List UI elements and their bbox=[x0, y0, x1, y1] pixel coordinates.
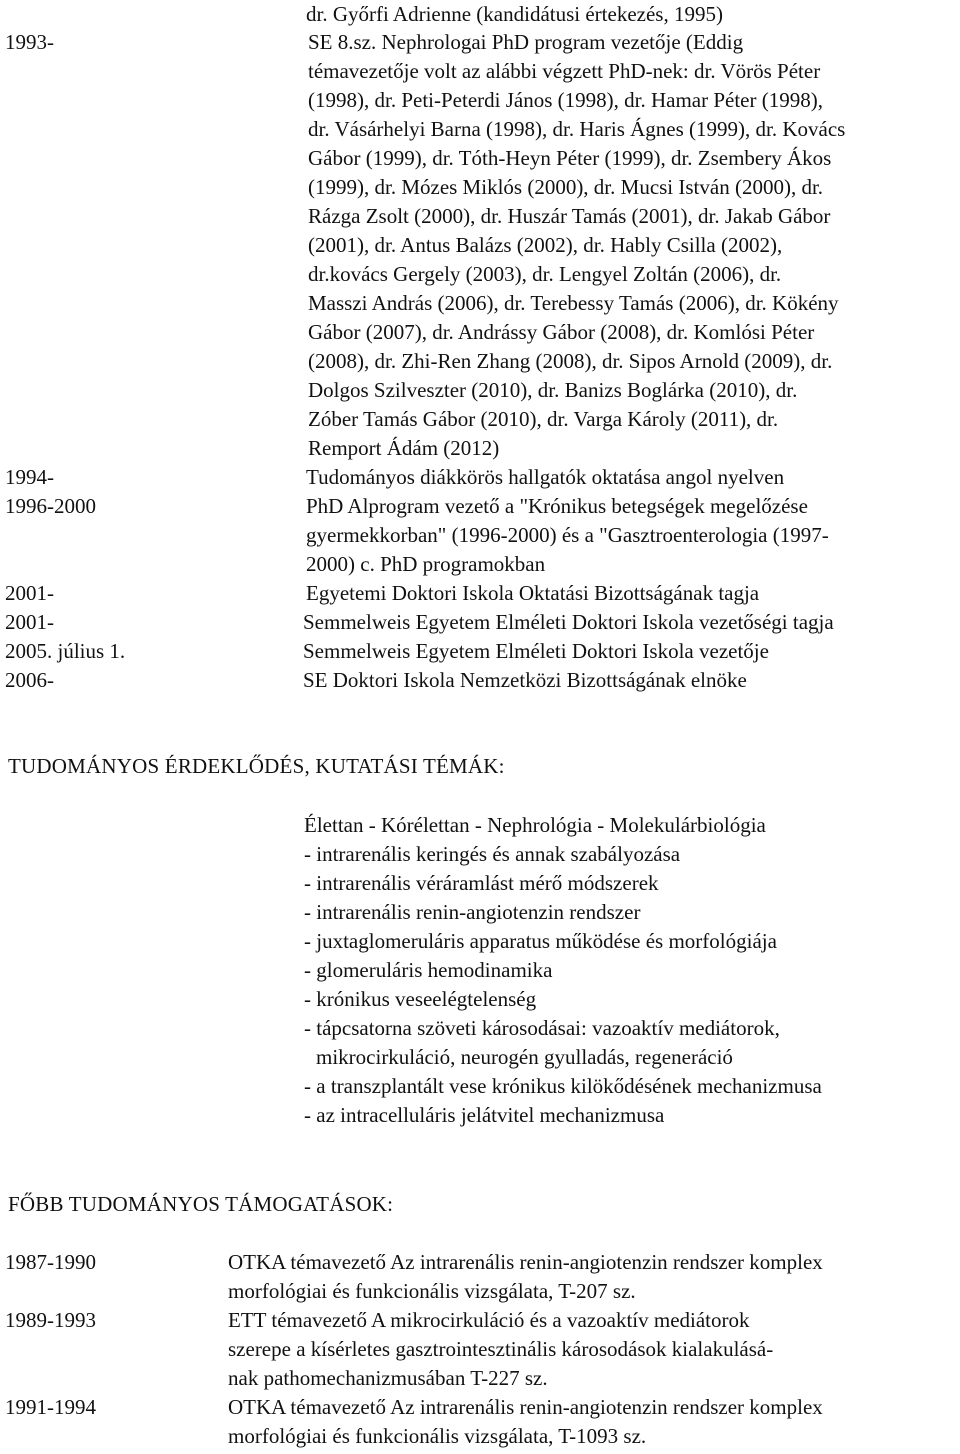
timeline-text: SE Doktori Iskola Nemzetközi Bizottságának elnöke bbox=[303, 668, 747, 692]
timeline-text: Tudományos diákkörös hallgatók oktatása angol nyelven bbox=[306, 465, 785, 489]
interest-item: - a transzplantált vese krónikus kilökődésének mechanizmusa bbox=[304, 1074, 822, 1098]
timeline-text: PhD Alprogram vezető a "Krónikus betegségek megelőzése bbox=[306, 494, 808, 518]
grant-text: morfológiai és funkcionális vizsgálata, T-1093 sz. bbox=[228, 1424, 647, 1448]
timeline-year: 2001- bbox=[5, 581, 54, 605]
timeline-year: 1993- bbox=[5, 30, 54, 54]
timeline-year: 1996-2000 bbox=[5, 494, 96, 518]
top-block-line: (1999), dr. Mózes Miklós (2000), dr. Mucsi István (2000), dr. bbox=[308, 175, 824, 199]
timeline-year: 2006- bbox=[5, 668, 54, 692]
top-block-line: (2001), dr. Antus Balázs (2002), dr. Hably Csilla (2002), bbox=[308, 233, 783, 257]
top-block-line: (1998), dr. Peti-Peterdi János (1998), dr. Hamar Péter (1998), bbox=[308, 88, 823, 112]
interest-item: - intrarenális véráramlást mérő módszerek bbox=[304, 871, 659, 895]
grant-text: OTKA témavezető Az intrarenális renin-angiotenzin rendszer komplex bbox=[228, 1395, 823, 1419]
top-block-line: Gábor (2007), dr. Andrássy Gábor (2008), dr. Komlósi Péter bbox=[308, 320, 815, 344]
top-block-line: Gábor (1999), dr. Tóth-Heyn Péter (1999), dr. Zsembery Ákos bbox=[308, 146, 832, 170]
timeline-year: 1994- bbox=[5, 465, 54, 489]
top-block-line: dr.kovács Gergely (2003), dr. Lengyel Zoltán (2006), dr. bbox=[308, 262, 782, 286]
interest-item: - glomeruláris hemodinamika bbox=[304, 958, 553, 982]
interest-item: - tápcsatorna szöveti károsodásai: vazoaktív mediátorok, bbox=[304, 1016, 780, 1040]
top-block-line: dr. Vásárhelyi Barna (1998), dr. Haris Ágnes (1999), dr. Kovács bbox=[308, 117, 846, 141]
grant-text: szerepe a kísérletes gasztrointesztinális károsodások kialakulásá- bbox=[228, 1337, 774, 1361]
grant-year: 1987-1990 bbox=[5, 1250, 96, 1274]
interests-intro: Élettan - Kórélettan - Nephrológia - Molekulárbiológia bbox=[304, 813, 766, 837]
timeline-text: Semmelweis Egyetem Elméleti Doktori Iskola vezetőségi tagja bbox=[303, 610, 834, 634]
top-block-line: Remport Ádám (2012) bbox=[308, 436, 500, 460]
timeline-year: 2005. július 1. bbox=[5, 639, 126, 663]
timeline-text: gyermekkorban" (1996-2000) és a "Gasztroenterologia (1997- bbox=[306, 523, 829, 547]
top-block-line: (2008), dr. Zhi-Ren Zhang (2008), dr. Sipos Arnold (2009), dr. bbox=[308, 349, 833, 373]
interest-item: - intrarenális renin-angiotenzin rendszer bbox=[304, 900, 641, 924]
timeline-text: Egyetemi Doktori Iskola Oktatási Bizottságának tagja bbox=[306, 581, 760, 605]
top-block-line: Masszi András (2006), dr. Terebessy Tamás (2006), dr. Kökény bbox=[308, 291, 839, 315]
interest-item: - az intracelluláris jelátvitel mechanizmusa bbox=[304, 1103, 665, 1127]
interest-item: - intrarenális keringés és annak szabályozása bbox=[304, 842, 681, 866]
interest-item: - krónikus veseelégtelenség bbox=[304, 987, 537, 1011]
top-block-line: Dolgos Szilveszter (2010), dr. Banizs Boglárka (2010), dr. bbox=[308, 378, 798, 402]
grant-year: 1991-1994 bbox=[5, 1395, 96, 1419]
top-block-line: dr. Győrfi Adrienne (kandidátusi értekezés, 1995) bbox=[306, 2, 723, 26]
grant-text: ETT témavezető A mikrocirkuláció és a vazoaktív mediátorok bbox=[228, 1308, 750, 1332]
timeline-text: Semmelweis Egyetem Elméleti Doktori Iskola vezetője bbox=[303, 639, 769, 663]
top-block-line: SE 8.sz. Nephrologai PhD program vezetője (Eddig bbox=[308, 30, 744, 54]
timeline-text: 2000) c. PhD programokban bbox=[306, 552, 546, 576]
grant-text: nak pathomechanizmusában T-227 sz. bbox=[228, 1366, 548, 1390]
interest-item: mikrocirkuláció, neurogén gyulladás, regeneráció bbox=[316, 1045, 733, 1069]
grant-year: 1989-1993 bbox=[5, 1308, 96, 1332]
grant-text: morfológiai és funkcionális vizsgálata, T-207 sz. bbox=[228, 1279, 636, 1303]
top-block-line: témavezetője volt az alábbi végzett PhD-nek: dr. Vörös Péter bbox=[308, 59, 821, 83]
grant-text: OTKA témavezető Az intrarenális renin-angiotenzin rendszer komplex bbox=[228, 1250, 823, 1274]
timeline-year: 2001- bbox=[5, 610, 54, 634]
interest-item: - juxtaglomeruláris apparatus működése és morfológiája bbox=[304, 929, 777, 953]
top-block-line: Rázga Zsolt (2000), dr. Huszár Tamás (2001), dr. Jakab Gábor bbox=[308, 204, 831, 228]
interests-heading: TUDOMÁNYOS ÉRDEKLŐDÉS, KUTATÁSI TÉMÁK: bbox=[8, 754, 505, 778]
grants-heading: FŐBB TUDOMÁNYOS TÁMOGATÁSOK: bbox=[8, 1192, 394, 1216]
top-block-line: Zóber Tamás Gábor (2010), dr. Varga Károly (2011), dr. bbox=[308, 407, 779, 431]
